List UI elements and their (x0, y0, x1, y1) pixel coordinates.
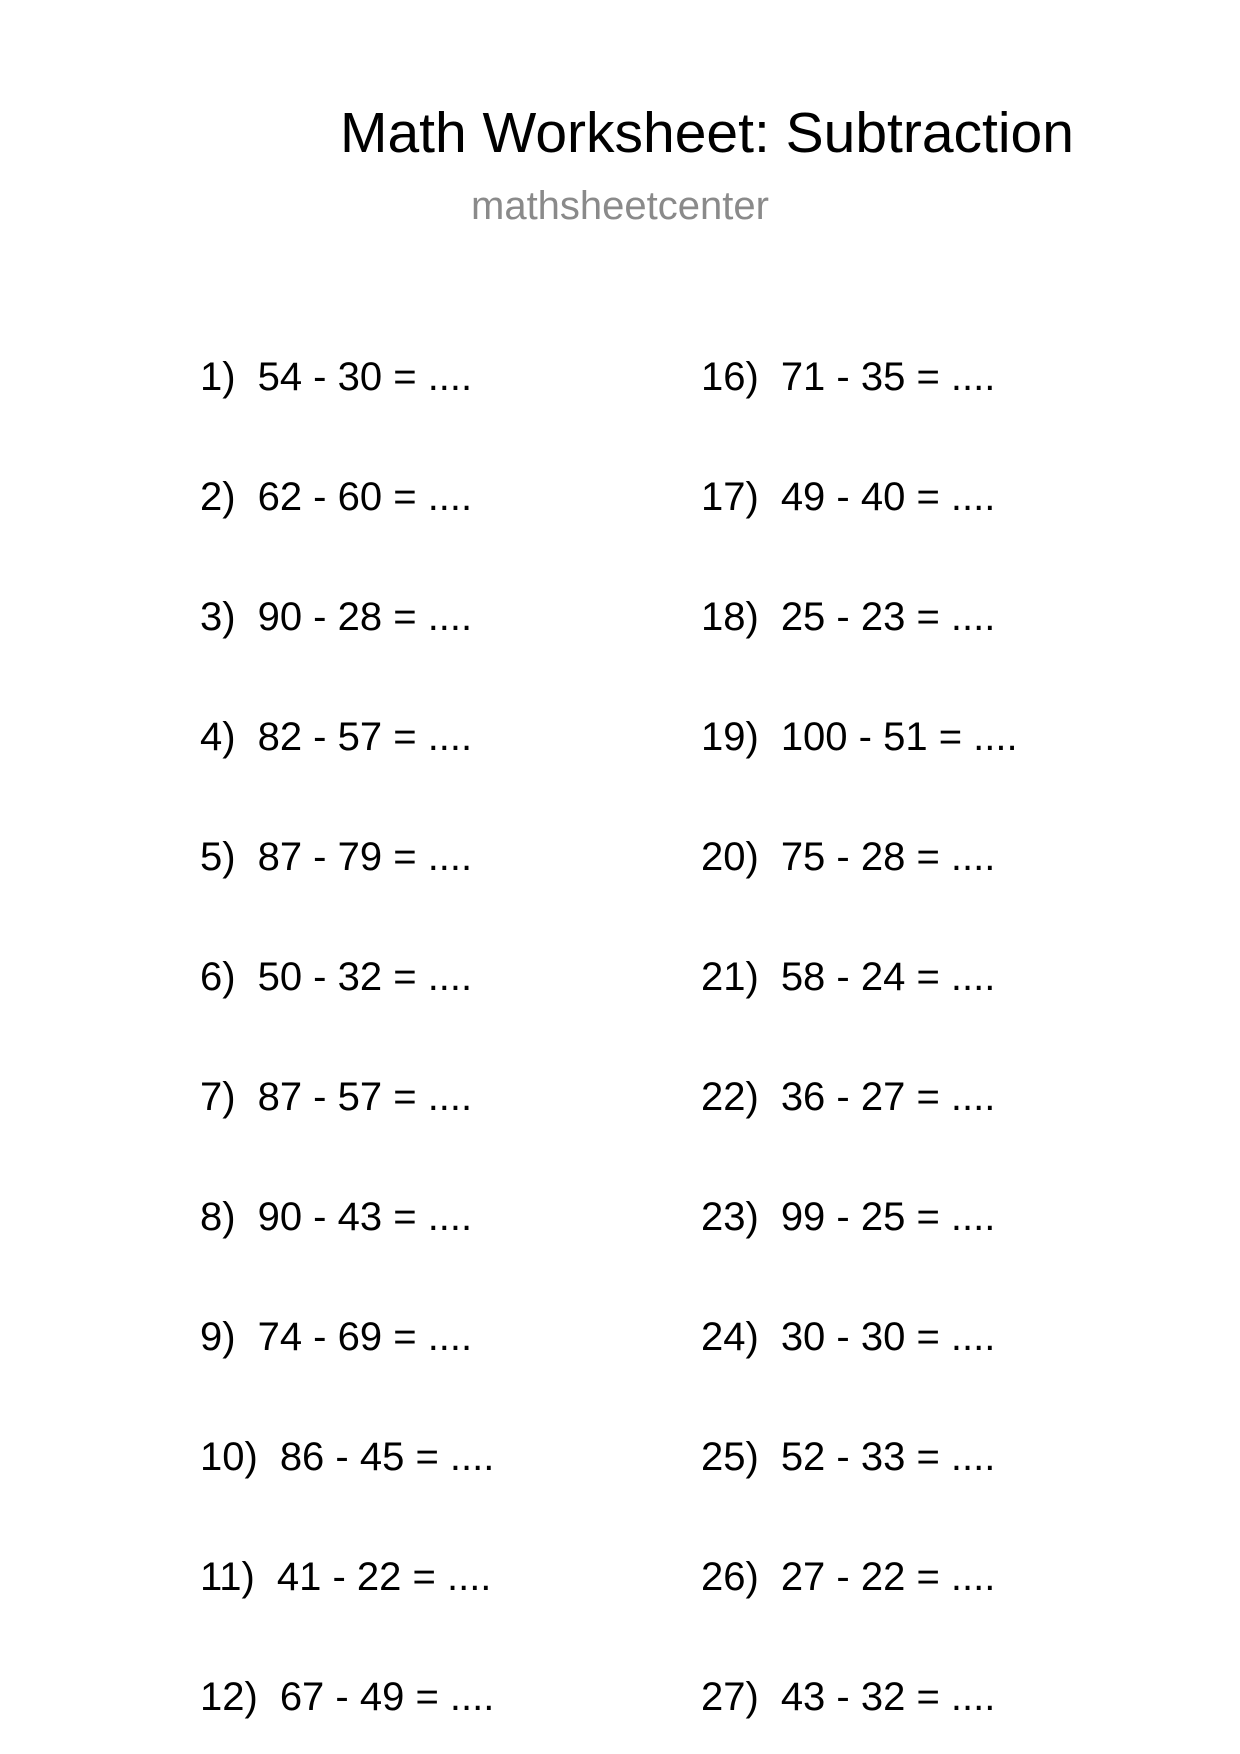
problem-expression: 27 - 22 = .... (780, 1555, 996, 1599)
problem-expression: 49 - 40 = .... (780, 475, 996, 519)
problem-number: 5) (200, 835, 236, 879)
problem-number: 26) (701, 1555, 759, 1599)
problem-number: 17) (701, 475, 759, 519)
problem-number: 18) (701, 595, 759, 639)
problem-item (200, 472, 472, 522)
problem-item (701, 472, 995, 522)
problem-expression: 41 - 22 = .... (276, 1555, 492, 1599)
problem-item (200, 952, 472, 1002)
page-title: Math Worksheet: Subtraction (340, 101, 1074, 165)
problem-number: 19) (701, 715, 759, 759)
problem-item (200, 1432, 494, 1482)
problem-expression: 50 - 32 = .... (257, 955, 473, 999)
problem-number: 16) (701, 355, 759, 399)
problem-number: 25) (701, 1435, 759, 1479)
problem-expression: 71 - 35 = .... (780, 355, 996, 399)
problem-number: 22) (701, 1075, 759, 1119)
problem-expression: 62 - 60 = .... (257, 475, 473, 519)
problem-item (701, 1432, 995, 1482)
problem-number: 23) (701, 1195, 759, 1239)
problem-number: 21) (701, 955, 759, 999)
problem-item (701, 1552, 995, 1602)
problem-item (701, 592, 995, 642)
problem-item (701, 712, 1018, 762)
problem-expression: 58 - 24 = .... (780, 955, 996, 999)
problem-expression: 74 - 69 = .... (257, 1315, 473, 1359)
problem-expression: 99 - 25 = .... (780, 1195, 996, 1239)
problem-number: 27) (701, 1675, 759, 1719)
problem-item (200, 1312, 472, 1362)
problem-expression: 86 - 45 = .... (279, 1435, 495, 1479)
problem-expression: 90 - 43 = .... (257, 1195, 473, 1239)
problem-number: 12) (200, 1675, 258, 1719)
problem-expression: 52 - 33 = .... (780, 1435, 996, 1479)
problem-number: 24) (701, 1315, 759, 1359)
problem-number: 8) (200, 1195, 236, 1239)
problem-expression: 87 - 57 = .... (257, 1075, 473, 1119)
problem-expression: 90 - 28 = .... (257, 595, 473, 639)
site-name: mathsheetcenter (471, 184, 769, 228)
problem-expression: 100 - 51 = .... (780, 715, 1018, 759)
problem-item (701, 1312, 995, 1362)
problem-number: 2) (200, 475, 236, 519)
problem-item (200, 1192, 472, 1242)
problem-number: 10) (200, 1435, 258, 1479)
problem-item (200, 592, 472, 642)
problem-expression: 75 - 28 = .... (780, 835, 996, 879)
problem-item (701, 1672, 995, 1722)
problem-number: 9) (200, 1315, 236, 1359)
problem-item (200, 1552, 491, 1602)
problem-expression: 82 - 57 = .... (257, 715, 473, 759)
problem-item (701, 952, 995, 1002)
problem-number: 3) (200, 595, 236, 639)
problem-item (701, 352, 995, 402)
problem-number: 6) (200, 955, 236, 999)
problem-number: 20) (701, 835, 759, 879)
problem-expression: 43 - 32 = .... (780, 1675, 996, 1719)
problem-expression: 25 - 23 = .... (780, 595, 996, 639)
problem-item (701, 832, 995, 882)
problem-number: 7) (200, 1075, 236, 1119)
problem-expression: 87 - 79 = .... (257, 835, 473, 879)
problem-expression: 67 - 49 = .... (279, 1675, 495, 1719)
problem-item (200, 832, 472, 882)
problem-item (701, 1072, 995, 1122)
problem-item (200, 1672, 494, 1722)
problem-expression: 30 - 30 = .... (780, 1315, 996, 1359)
problem-item (200, 712, 472, 762)
problem-number: 11) (200, 1555, 255, 1599)
problem-expression: 36 - 27 = .... (780, 1075, 996, 1119)
problem-item (701, 1192, 995, 1242)
problem-expression: 54 - 30 = .... (257, 355, 473, 399)
problem-item (200, 1072, 472, 1122)
problem-item (200, 352, 472, 402)
problem-number: 1) (200, 355, 236, 399)
problem-number: 4) (200, 715, 236, 759)
